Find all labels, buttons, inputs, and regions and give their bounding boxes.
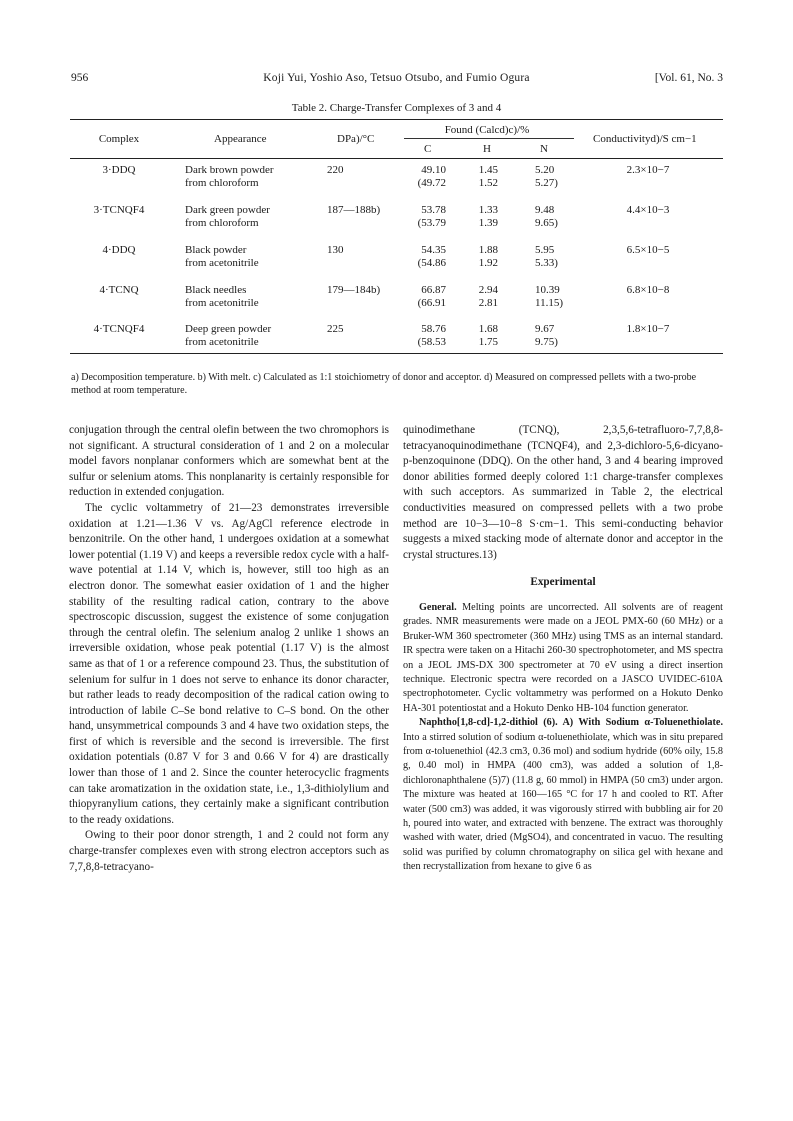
cell-c-found: 66.87 <box>421 284 446 296</box>
cell-c-found: 58.76 <box>421 323 446 335</box>
cell-conductivity: 6.5×10−5 <box>626 244 670 256</box>
cell-n-found: 5.95 <box>535 244 555 256</box>
cell-h-calcd: 1.75 <box>478 336 498 348</box>
cell-conductivity: 2.3×10−7 <box>626 164 670 176</box>
cell-n-found: 10.39 <box>535 284 560 296</box>
header-found: Found (Calcd)c)/% <box>444 124 530 136</box>
cell-c-found: 53.78 <box>421 204 446 216</box>
cell-h-found: 1.68 <box>478 323 498 335</box>
header-appearance: Appearance <box>214 133 267 145</box>
cell-n-found: 9.67 <box>535 323 555 335</box>
paragraph-text: Melting points are uncorrected. All solvents are of reagent grades. NMR measurements were made on a JEOL PMX-60 (60 MHz) or a Bruker-WM 360 spectrometer (360 MHz) using TMS as an internal standard. IR spectra were taken on a Hitachi 260-30 spectrophotometer, and MS spectra on a JEOL JMS-DX 300 spectrometer at 70 eV using a direct insertion technique. Electronic spectra were recorded on a JASCO UVIDEC-610A spectrophotometer. Cyclic voltammetry was performed on a Hokuto Denko HA-301 potentiostat and a Hokuto Denko HB-104 function generator. <box>403 601 723 714</box>
paragraph: The cyclic voltammetry of 21—23 demonstrates irreversible oxidation at 1.21—1.36 V vs. Ag/AgCl reference electrode in benzonitrile. On the other hand, 1 undergoes oxidation at a somewhat lower potential (1.19 V) and keeps a reversible redox cycle with a half-wave potential at 1.14 V, which is, however, still too high as an electron donor. The somewhat easier oxidation of 1 and the higher stability of the resulting radical cation, contrary to the above spectroscopic discussion, suggest the existence of some conjugation through the central olefin. The selenium analog 2 unlike 1 shows an irreversible oxidation, whose peak potential (1.17 V) is the almost same as that of 1 or a reference compound 23. Thus, the substitution of selenium for sulfur in 1 does not serve to enhance its donor character, but rather leads to ready decomposition of the radical cation owing to introduction of labile C–Se bond relative to C–S bond. On the other hand, unsymmetrical compounds 3 and 4 have two oxidation steps, the first of which is reversible and the second is irreversible. The first oxidation potentials (0.87 V for 3 and 0.66 V for 4) are drastically lower than those of 1 and 2. Since the counter heterocyclic fragments can take aromatization in the oxidation state, i.e., 1,3-dithiolylium and thiopyranylium cations, they certainly make a significant contribution to the ready oxidations. <box>69 501 389 826</box>
cell-h-found: 1.88 <box>478 244 498 256</box>
paragraph: quinodimethane (TCNQ), 2,3,5,6-tetrafluoro-7,7,8,8-tetracyanoquinodimethane (TCNQF4), and 2,3-dichloro-5,6-dicyano-p-benzoquinone (DDQ). On the other hand, 3 and 4 bearing improved donor abilities formed deeply colored 1:1 charge-transfer complexes with such acceptors. As summarized in Table 2, the electrical conductivities measured on compressed pellets with a two probe method are 10−3—10−8 S·cm−1. This semi-conducting behavior suggests a mixed stacking mode of alternate donor and acceptor in the crystal structures.13) <box>403 424 723 561</box>
cell-h-calcd: 1.52 <box>478 177 498 189</box>
cell-appearance-solvent: from chloroform <box>185 177 259 189</box>
cell-dp: 220 <box>327 164 344 176</box>
cell-c-found: 49.10 <box>421 164 446 176</box>
cell-complex: 3·TCNQF4 <box>93 204 145 216</box>
cell-n-calcd: 5.33) <box>535 257 558 269</box>
cell-appearance: Black needles <box>185 284 247 296</box>
paragraph: conjugation through the central olefin between the two chromophors is not significant. A structural consideration of 1 and 2 on a molecular model favors nonplanar conformers which are somewhat bent at the sulfur or selenium atoms. This nonplanarity is certainly responsible for reduction in extended conjugation. <box>69 424 389 499</box>
cell-c-calcd: (53.79 <box>417 217 446 229</box>
header-h: H <box>483 143 491 155</box>
running-header-authors: Koji Yui, Yoshio Aso, Tetsuo Otsubo, and Fumio Ogura <box>263 72 530 84</box>
cell-dp: 225 <box>327 323 344 335</box>
cell-conductivity: 4.4×10−3 <box>626 204 670 216</box>
page-number: 956 <box>71 72 89 84</box>
cell-c-calcd: (66.91 <box>417 297 446 309</box>
cell-conductivity: 1.8×10−7 <box>626 323 670 335</box>
cell-appearance: Black powder <box>185 244 247 256</box>
section-heading: Experimental <box>530 576 596 589</box>
running-header-volume: [Vol. 61, No. 3 <box>654 72 723 84</box>
table-top-rule <box>70 119 723 120</box>
table-footnotes: a) Decomposition temperature. b) With melt. c) Calculated as 1:1 stoichiometry of donor and acceptor. d) Measured on compressed pellets with a two-probe method at room temperature. <box>71 372 697 396</box>
found-subrule <box>404 138 574 139</box>
paragraph <box>403 716 723 874</box>
cell-complex: 4·DDQ <box>102 244 136 256</box>
paragraph-text: Into a stirred solution of sodium α-toluenethiolate, which was in situ prepared from α-toluenethiol (42.3 cm3, 0.36 mol) and sodium hydride (60% oily, 15.8 g, 0.40 mol) in HMPA (400 cm3), was added a solution of 1,8-dichloronaphthalene (5)7) (11.8 g, 60 mmol) in HMPA (50 cm3) under argon. The mixture was heated at 160—165 °C for 17 h and cooled to RT. After water (500 cm3) was added, it was vigorously stirred with bubbling air for 20 h, poured into water, and extracted with benzene. The extract was thoroughly washed with water, dried (MgSO4), and concentrated in vacuo. The resulting solid was purified by column chromatography on silica gel with hexane and then recrystallization from hexane to give 6 as <box>403 731 723 873</box>
cell-appearance-solvent: from chloroform <box>185 217 259 229</box>
cell-dp: 130 <box>327 244 344 256</box>
cell-h-calcd: 2.81 <box>478 297 498 309</box>
cell-n-calcd: 11.15) <box>535 297 564 309</box>
cell-appearance: Dark brown powder <box>185 164 274 176</box>
table-title: Table 2. Charge-Transfer Complexes of 3 and 4 <box>291 102 502 114</box>
cell-complex: 4·TCNQ <box>99 284 139 296</box>
right-text-column <box>403 423 723 875</box>
paragraph-run-in-heading: General. <box>419 601 457 613</box>
cell-n-calcd: 9.75) <box>535 336 558 348</box>
cell-h-calcd: 1.92 <box>478 257 498 269</box>
cell-dp: 179—184b) <box>327 284 381 296</box>
table-bottom-rule <box>70 353 723 354</box>
paragraph <box>403 601 723 716</box>
cell-appearance-solvent: from acetonitrile <box>185 297 259 309</box>
cell-n-calcd: 9.65) <box>535 217 558 229</box>
header-complex: Complex <box>98 133 140 145</box>
paragraph: Owing to their poor donor strength, 1 and 2 could not form any charge-transfer complexes even with strong electron acceptors such as 7,7,8,8-tetracyano- <box>69 829 389 873</box>
cell-c-calcd: (54.86 <box>417 257 446 269</box>
paragraph-run-in-heading: Naphtho[1,8-cd]-1,2-dithiol (6). A) With Sodium α-Toluenethiolate. <box>419 717 723 729</box>
cell-n-found: 9.48 <box>535 204 555 216</box>
cell-h-calcd: 1.39 <box>478 217 498 229</box>
header-conductivity: Conductivityd)/S cm−1 <box>593 133 697 145</box>
cell-n-found: 5.20 <box>535 164 555 176</box>
cell-appearance: Dark green powder <box>185 204 270 216</box>
cell-conductivity: 6.8×10−8 <box>626 284 670 296</box>
header-n: N <box>540 143 548 155</box>
cell-c-calcd: (49.72 <box>417 177 446 189</box>
cell-dp: 187—188b) <box>327 204 381 216</box>
cell-c-found: 54.35 <box>421 244 446 256</box>
left-text-column <box>69 423 389 875</box>
cell-appearance-solvent: from acetonitrile <box>185 336 259 348</box>
cell-complex: 3·DDQ <box>102 164 136 176</box>
table-header-rule <box>70 158 723 159</box>
cell-h-found: 1.33 <box>478 204 498 216</box>
cell-appearance-solvent: from acetonitrile <box>185 257 259 269</box>
cell-n-calcd: 5.27) <box>535 177 558 189</box>
cell-complex: 4·TCNQF4 <box>93 323 145 335</box>
header-c: C <box>424 143 432 155</box>
cell-h-found: 1.45 <box>478 164 498 176</box>
cell-c-calcd: (58.53 <box>417 336 446 348</box>
header-dp: DPa)/°C <box>337 133 375 145</box>
cell-h-found: 2.94 <box>478 284 498 296</box>
cell-appearance: Deep green powder <box>185 323 272 335</box>
